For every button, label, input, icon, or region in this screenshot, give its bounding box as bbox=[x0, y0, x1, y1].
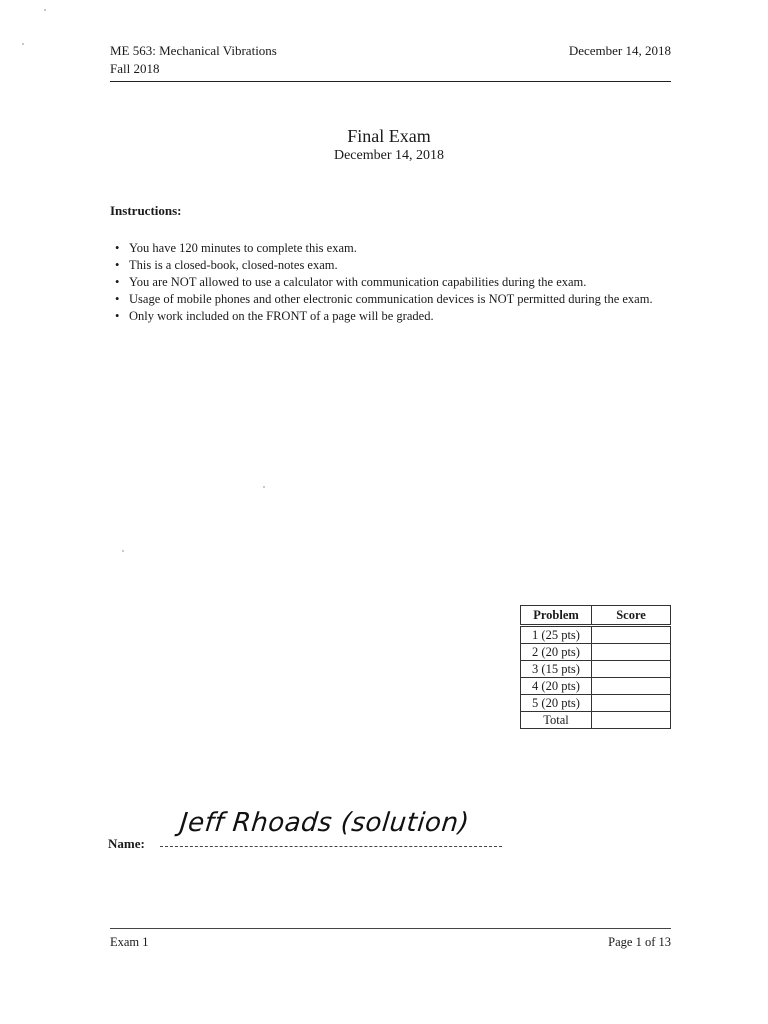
table-row-total bbox=[521, 712, 671, 729]
total-score-cell bbox=[592, 712, 671, 729]
instruction-item: • Usage of mobile phones and other electronic communication devices is NOT permitted during the exam. bbox=[112, 291, 677, 308]
scan-speck bbox=[263, 486, 265, 488]
footer-exam-label: Exam 1 bbox=[110, 935, 149, 949]
instructions-heading: Instructions: bbox=[110, 203, 182, 218]
score-cell bbox=[592, 695, 671, 712]
name-handwriting: Jeff Rhoads (solution) bbox=[178, 808, 471, 838]
scan-speck bbox=[122, 550, 124, 552]
table-row bbox=[521, 644, 671, 661]
course-term: Fall 2018 bbox=[110, 61, 160, 76]
scan-speck bbox=[44, 9, 46, 11]
name-line bbox=[160, 846, 502, 847]
scan-speck bbox=[22, 43, 24, 45]
problem-cell: 2 (20 pts) bbox=[521, 644, 592, 661]
instruction-item: • You are NOT allowed to use a calculator with communication capabilities during the exam. bbox=[112, 274, 677, 291]
table-row bbox=[521, 661, 671, 678]
exam-title: Final Exam bbox=[347, 126, 431, 146]
score-cell bbox=[592, 644, 671, 661]
problem-cell: 3 (15 pts) bbox=[521, 661, 592, 678]
score-column-header: Score bbox=[592, 606, 671, 626]
page-number: Page 1 of 13 bbox=[608, 935, 671, 949]
instruction-item: • You have 120 minutes to complete this exam. bbox=[112, 240, 677, 257]
score-cell bbox=[592, 626, 671, 644]
problem-cell: 1 (25 pts) bbox=[521, 626, 592, 644]
total-label-cell: Total bbox=[521, 712, 592, 729]
instructions-list bbox=[112, 240, 677, 325]
score-cell bbox=[592, 661, 671, 678]
score-table-header-row bbox=[521, 606, 671, 626]
instruction-item: • Only work included on the FRONT of a page will be graded. bbox=[112, 308, 677, 325]
instruction-item: • This is a closed-book, closed-notes exam. bbox=[112, 257, 677, 274]
footer-rule bbox=[110, 928, 671, 929]
problem-cell: 4 (20 pts) bbox=[521, 678, 592, 695]
score-table bbox=[520, 605, 671, 729]
course-title: ME 563: Mechanical Vibrations bbox=[110, 43, 277, 58]
problem-cell: 5 (20 pts) bbox=[521, 695, 592, 712]
score-cell bbox=[592, 678, 671, 695]
problem-column-header: Problem bbox=[521, 606, 592, 626]
page-header bbox=[110, 43, 671, 82]
exam-date: December 14, 2018 bbox=[333, 148, 445, 163]
name-label: Name: bbox=[108, 836, 145, 851]
table-row bbox=[521, 626, 671, 644]
header-date: December 14, 2018 bbox=[568, 43, 671, 58]
table-row bbox=[521, 678, 671, 695]
table-row bbox=[521, 695, 671, 712]
